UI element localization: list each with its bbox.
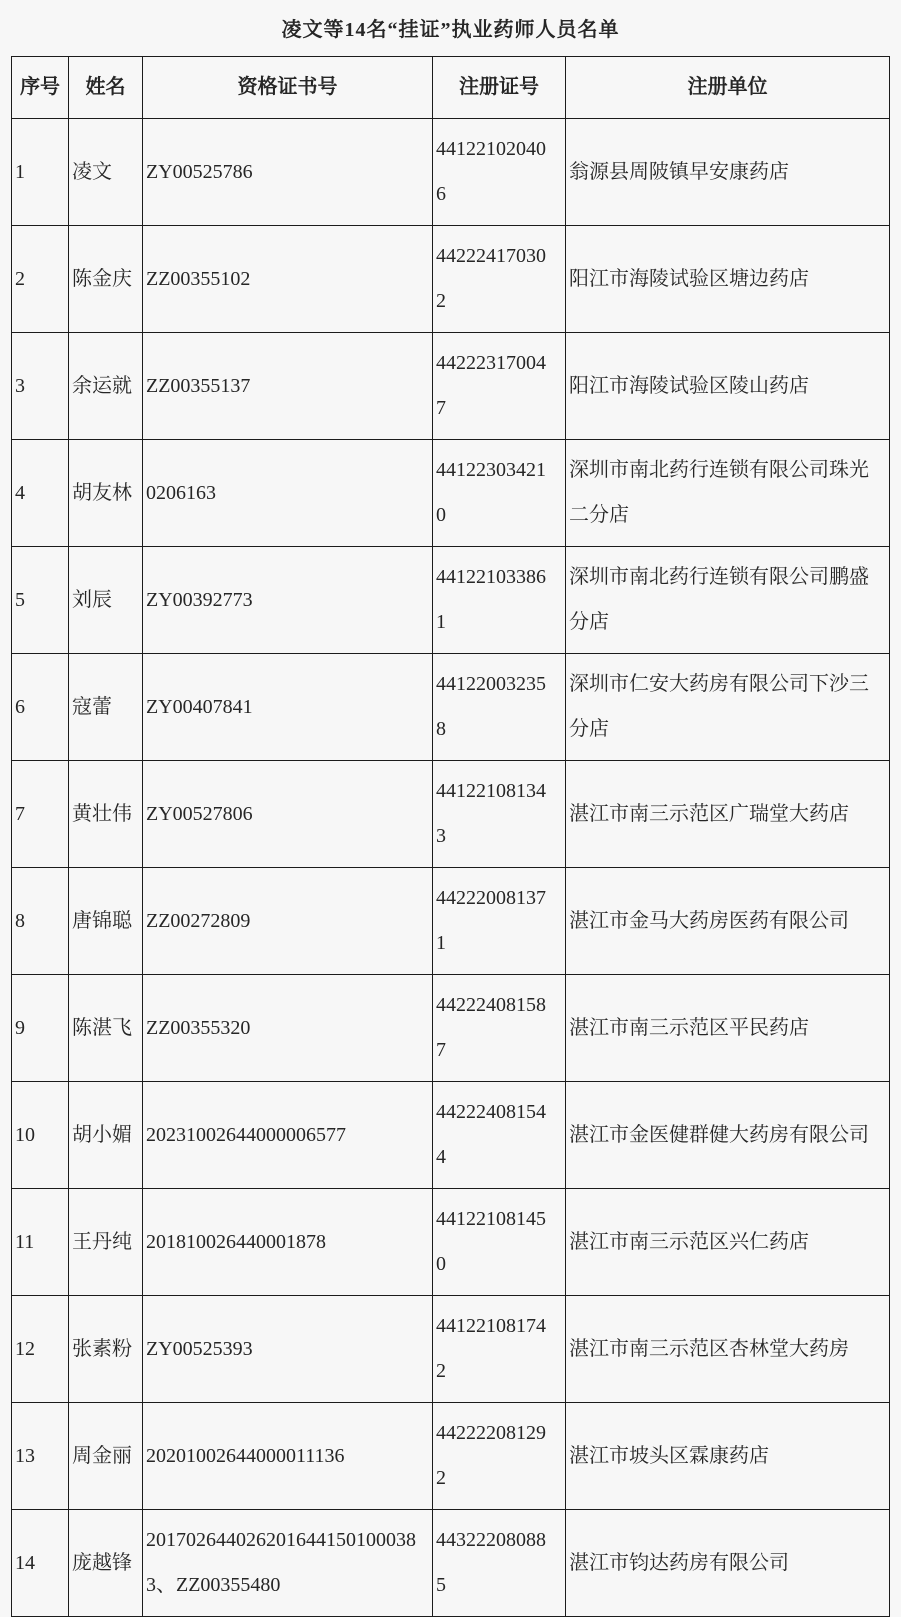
table-row	[12, 761, 890, 868]
cell-index: 1	[12, 119, 69, 226]
table-row	[12, 654, 890, 761]
cell-registered_unit: 深圳市仁安大药房有限公司下沙三分店	[566, 654, 890, 761]
cell-registration_no: 442224081587	[433, 975, 566, 1082]
table-row	[12, 440, 890, 547]
cell-index: 2	[12, 226, 69, 333]
cell-index: 11	[12, 1189, 69, 1296]
cell-qualification_no: ZZ00272809	[143, 868, 433, 975]
cell-qualification_no: ZZ00355137	[143, 333, 433, 440]
cell-qualification_no: ZY00392773	[143, 547, 433, 654]
cell-index: 5	[12, 547, 69, 654]
cell-qualification_no: 0206163	[143, 440, 433, 547]
pharmacist-roster-table	[11, 56, 890, 1617]
cell-index: 3	[12, 333, 69, 440]
cell-name: 陈金庆	[69, 226, 143, 333]
table-row	[12, 868, 890, 975]
cell-qualification_no: ZZ00355320	[143, 975, 433, 1082]
cell-registration_no: 442224170302	[433, 226, 566, 333]
column-header-index: 序号	[12, 57, 69, 119]
cell-index: 13	[12, 1403, 69, 1510]
cell-index: 12	[12, 1296, 69, 1403]
cell-registration_no: 442224081544	[433, 1082, 566, 1189]
cell-registration_no: 442220081371	[433, 868, 566, 975]
table-header-row	[12, 57, 890, 119]
cell-name: 余运就	[69, 333, 143, 440]
column-header-qualification_no: 资格证书号	[143, 57, 433, 119]
cell-name: 庞越锋	[69, 1510, 143, 1617]
cell-index: 7	[12, 761, 69, 868]
cell-qualification_no: ZY00527806	[143, 761, 433, 868]
table-row	[12, 226, 890, 333]
cell-registration_no: 441223034210	[433, 440, 566, 547]
cell-registration_no: 441220032358	[433, 654, 566, 761]
cell-registered_unit: 湛江市南三示范区兴仁药店	[566, 1189, 890, 1296]
cell-qualification_no: 2017026440262016441501000383、ZZ00355480	[143, 1510, 433, 1617]
cell-name: 陈湛飞	[69, 975, 143, 1082]
cell-qualification_no: ZY00525393	[143, 1296, 433, 1403]
table-row	[12, 333, 890, 440]
table-row	[12, 975, 890, 1082]
cell-name: 胡友林	[69, 440, 143, 547]
cell-qualification_no: 201810026440001878	[143, 1189, 433, 1296]
cell-name: 寇蕾	[69, 654, 143, 761]
cell-registered_unit: 湛江市坡头区霖康药店	[566, 1403, 890, 1510]
cell-registration_no: 441221081450	[433, 1189, 566, 1296]
table-row	[12, 1082, 890, 1189]
cell-name: 凌文	[69, 119, 143, 226]
table-row	[12, 119, 890, 226]
cell-qualification_no: ZZ00355102	[143, 226, 433, 333]
cell-registration_no: 442222081292	[433, 1403, 566, 1510]
cell-registration_no: 441221081742	[433, 1296, 566, 1403]
cell-name: 周金丽	[69, 1403, 143, 1510]
cell-registration_no: 443222080885	[433, 1510, 566, 1617]
cell-registered_unit: 湛江市南三示范区广瑞堂大药店	[566, 761, 890, 868]
table-body	[12, 119, 890, 1617]
cell-name: 胡小媚	[69, 1082, 143, 1189]
table-row	[12, 1189, 890, 1296]
cell-registered_unit: 翁源县周陂镇早安康药店	[566, 119, 890, 226]
cell-index: 14	[12, 1510, 69, 1617]
cell-name: 张素粉	[69, 1296, 143, 1403]
cell-qualification_no: ZY00525786	[143, 119, 433, 226]
cell-name: 刘辰	[69, 547, 143, 654]
cell-index: 6	[12, 654, 69, 761]
cell-registration_no: 441221081343	[433, 761, 566, 868]
column-header-registration_no: 注册证号	[433, 57, 566, 119]
cell-registered_unit: 湛江市金马大药房医药有限公司	[566, 868, 890, 975]
cell-index: 4	[12, 440, 69, 547]
cell-name: 王丹纯	[69, 1189, 143, 1296]
cell-registered_unit: 湛江市南三示范区杏林堂大药房	[566, 1296, 890, 1403]
page-title: 凌文等14名“挂证”执业药师人员名单	[281, 19, 620, 41]
cell-qualification_no: ZY00407841	[143, 654, 433, 761]
cell-registered_unit: 湛江市钧达药房有限公司	[566, 1510, 890, 1617]
cell-name: 黄壮伟	[69, 761, 143, 868]
cell-registration_no: 441221033861	[433, 547, 566, 654]
cell-index: 10	[12, 1082, 69, 1189]
cell-registered_unit: 阳江市海陵试验区陵山药店	[566, 333, 890, 440]
table-row	[12, 1296, 890, 1403]
table-row	[12, 547, 890, 654]
column-header-name: 姓名	[69, 57, 143, 119]
cell-registered_unit: 深圳市南北药行连锁有限公司鹏盛分店	[566, 547, 890, 654]
cell-name: 唐锦聪	[69, 868, 143, 975]
cell-index: 9	[12, 975, 69, 1082]
cell-qualification_no: 20231002644000006577	[143, 1082, 433, 1189]
cell-registration_no: 441221020406	[433, 119, 566, 226]
column-header-registered_unit: 注册单位	[566, 57, 890, 119]
table-row	[12, 1510, 890, 1617]
cell-registered_unit: 深圳市南北药行连锁有限公司珠光二分店	[566, 440, 890, 547]
cell-qualification_no: 20201002644000011136	[143, 1403, 433, 1510]
cell-registered_unit: 阳江市海陵试验区塘边药店	[566, 226, 890, 333]
cell-registered_unit: 湛江市金医健群健大药房有限公司	[566, 1082, 890, 1189]
cell-registered_unit: 湛江市南三示范区平民药店	[566, 975, 890, 1082]
table-row	[12, 1403, 890, 1510]
cell-index: 8	[12, 868, 69, 975]
cell-registration_no: 442223170047	[433, 333, 566, 440]
